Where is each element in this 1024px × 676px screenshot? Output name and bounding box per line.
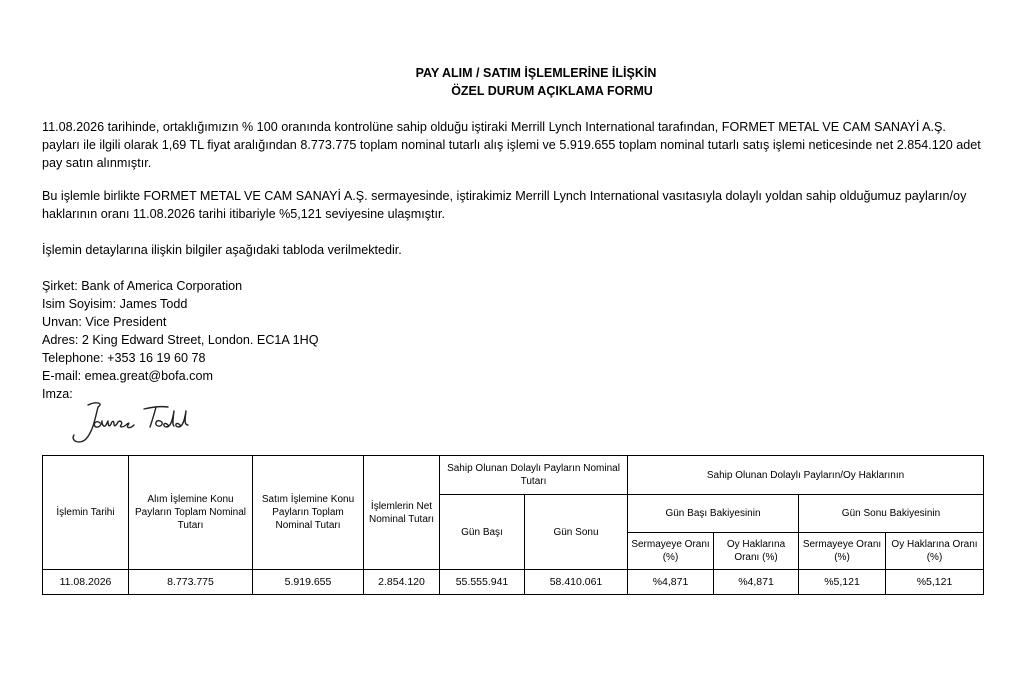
paragraph-table-intro: İşlemin detaylarına ilişkin bilgiler aşağıdaki tabloda verilmektedir.	[42, 243, 402, 257]
header-start-vote-ratio: Oy Haklarına Oranı (%)	[714, 533, 799, 570]
cell-net: 2.854.120	[364, 570, 440, 595]
signature-text: James Todd	[64, 445, 70, 446]
phone-line: Telephone: +353 16 19 60 78	[42, 351, 206, 365]
header-buy-total: Alım İşlemine Konu Payların Toplam Nominal Tutarı	[129, 456, 253, 570]
signature-label: Imza:	[42, 387, 73, 401]
form-title-line2: ÖZEL DURUM AÇIKLAMA FORMU	[451, 84, 653, 98]
cell-day-end: 58.410.061	[525, 570, 628, 595]
cell-end-capital: %5,121	[799, 570, 886, 595]
name-line: Isim Soyisim: James Todd	[42, 297, 188, 311]
cell-buy: 8.773.775	[129, 570, 253, 595]
paragraph-ratio: Bu işlemle birlikte FORMET METAL VE CAM SANAYİ A.Ş. sermayesinde, iştirakimiz Merrill Lynch International vasıtasıyla dolaylı yoldan sahip olduğumuz payların/oy haklarının oranı 11.08.2026 tarihi itibariyle %5,121 seviyesine ulaşmıştır.	[42, 189, 967, 221]
company-line: Şirket: Bank of America Corporation	[42, 279, 243, 293]
header-net-total: İşlemlerin Net Nominal Tutarı	[364, 456, 440, 570]
form-title-line1: PAY ALIM / SATIM İŞLEMLERİNE İLİŞKİN	[415, 66, 657, 80]
cell-end-vote: %5,121	[886, 570, 984, 595]
header-day-end: Gün Sonu	[525, 495, 628, 570]
header-ratio-group: Sahip Olunan Dolaylı Payların/Oy Haklarının	[628, 456, 984, 495]
header-end-capital-ratio: Sermayeye Oranı (%)	[799, 533, 886, 570]
cell-start-vote: %4,871	[714, 570, 799, 595]
transaction-table	[42, 455, 984, 595]
paragraph-transaction: 11.08.2026 tarihinde, ortaklığımızın % 100 oranında kontrolüne sahip olduğu iştiraki Merrill Lynch International tarafından, FORMET METAL VE CAM SANAYİ A.Ş. payları ile ilgili olarak 1,69 TL fiyat aralığından 8.773.775 toplam nominal tutarlı alış işlemi ve 5.919.655 toplam nominal tutarlı satış işlemi neticesinde net 2.854.120 adet pay satın alınmıştır.	[42, 120, 981, 170]
title-line: Unvan: Vice President	[42, 315, 167, 329]
header-start-balance: Gün Başı Bakiyesinin	[628, 495, 799, 533]
header-start-capital-ratio: Sermayeye Oranı (%)	[628, 533, 714, 570]
header-sell-total: Satım İşlemine Konu Payların Toplam Nominal Tutarı	[253, 456, 364, 570]
contact-info	[42, 277, 319, 403]
table-row	[43, 570, 984, 595]
cell-day-start: 55.555.941	[440, 570, 525, 595]
signature-image	[60, 395, 220, 447]
cell-start-capital: %4,871	[628, 570, 714, 595]
header-end-vote-ratio: Oy Haklarına Oranı (%)	[886, 533, 984, 570]
header-end-balance: Gün Sonu Bakiyesinin	[799, 495, 984, 533]
header-day-start: Gün Başı	[440, 495, 525, 570]
header-date: İşlemin Tarihi	[43, 456, 129, 570]
email-line: E-mail: emea.great@bofa.com	[42, 369, 213, 383]
header-nominal-group: Sahip Olunan Dolaylı Payların Nominal Tutarı	[440, 456, 628, 495]
cell-date: 11.08.2026	[43, 570, 129, 595]
address-line: Adres: 2 King Edward Street, London. EC1A 1HQ	[42, 333, 319, 347]
cell-sell: 5.919.655	[253, 570, 364, 595]
